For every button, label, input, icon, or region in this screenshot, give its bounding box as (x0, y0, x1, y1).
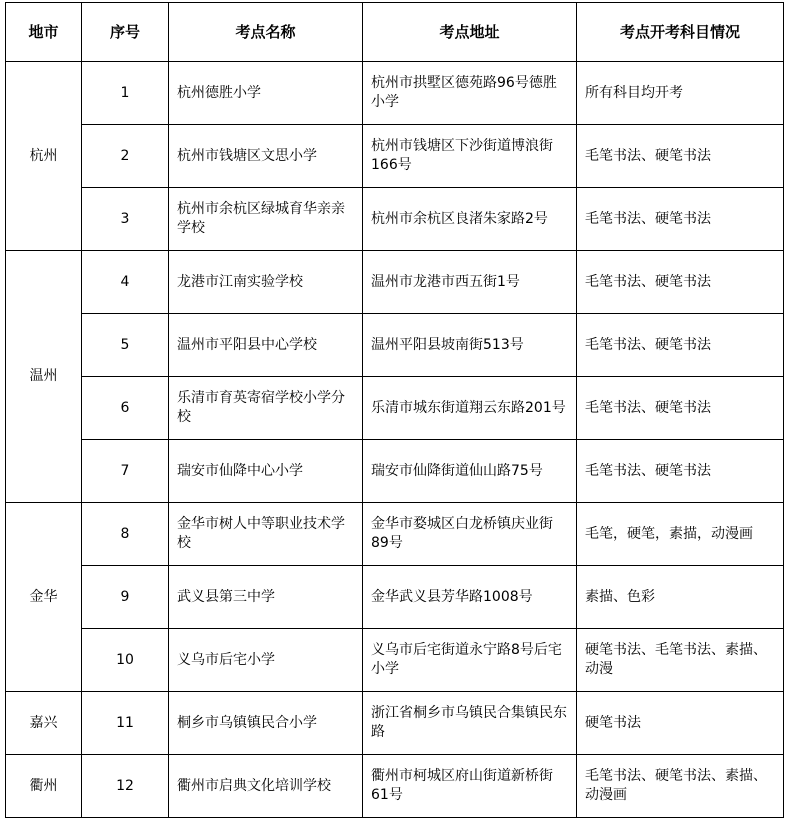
site-address: 温州市龙港市西五街1号 (363, 251, 577, 314)
row-number: 2 (82, 125, 169, 188)
site-subjects: 毛笔，硬笔，素描，动漫画 (577, 503, 784, 566)
header-site-name: 考点名称 (169, 3, 363, 62)
site-subjects: 硬笔书法、毛笔书法、素描、动漫 (577, 629, 784, 692)
site-address: 杭州市拱墅区德苑路96号德胜小学 (363, 62, 577, 125)
site-subjects: 素描、色彩 (577, 566, 784, 629)
site-address: 乐清市城东街道翔云东路201号 (363, 377, 577, 440)
site-subjects: 硬笔书法 (577, 692, 784, 755)
site-name: 杭州市余杭区绿城育华亲亲学校 (169, 188, 363, 251)
site-subjects: 毛笔书法、硬笔书法、素描、动漫画 (577, 755, 784, 818)
header-no: 序号 (82, 3, 169, 62)
site-address: 义乌市后宅街道永宁路8号后宅小学 (363, 629, 577, 692)
site-subjects: 毛笔书法、硬笔书法 (577, 440, 784, 503)
table-row (6, 62, 784, 125)
table-row (6, 440, 784, 503)
table-row (6, 629, 784, 692)
site-address: 杭州市余杭区良渚朱家路2号 (363, 188, 577, 251)
site-name: 义乌市后宅小学 (169, 629, 363, 692)
site-name: 杭州市钱塘区文思小学 (169, 125, 363, 188)
row-number: 6 (82, 377, 169, 440)
table-row (6, 188, 784, 251)
table-row (6, 755, 784, 818)
city-cell: 杭州 (6, 62, 82, 251)
exam-site-table (5, 2, 784, 818)
table-row (6, 503, 784, 566)
site-name: 衢州市启典文化培训学校 (169, 755, 363, 818)
site-subjects: 毛笔书法、硬笔书法 (577, 377, 784, 440)
site-address: 温州平阳县坡南街513号 (363, 314, 577, 377)
site-name: 乐清市育英寄宿学校小学分校 (169, 377, 363, 440)
site-subjects: 毛笔书法、硬笔书法 (577, 188, 784, 251)
city-cell: 温州 (6, 251, 82, 503)
row-number: 4 (82, 251, 169, 314)
row-number: 11 (82, 692, 169, 755)
table-row (6, 125, 784, 188)
table-row (6, 377, 784, 440)
row-number: 9 (82, 566, 169, 629)
site-address: 衢州市柯城区府山街道新桥街61号 (363, 755, 577, 818)
site-subjects: 所有科目均开考 (577, 62, 784, 125)
site-name: 杭州德胜小学 (169, 62, 363, 125)
header-city: 地市 (6, 3, 82, 62)
site-name: 桐乡市乌镇镇民合小学 (169, 692, 363, 755)
site-address: 杭州市钱塘区下沙街道博浪街166号 (363, 125, 577, 188)
row-number: 10 (82, 629, 169, 692)
site-address: 金华武义县芳华路1008号 (363, 566, 577, 629)
site-subjects: 毛笔书法、硬笔书法 (577, 125, 784, 188)
site-address: 金华市婺城区白龙桥镇庆业街89号 (363, 503, 577, 566)
city-cell: 金华 (6, 503, 82, 692)
site-name: 武义县第三中学 (169, 566, 363, 629)
row-number: 12 (82, 755, 169, 818)
site-name: 温州市平阳县中心学校 (169, 314, 363, 377)
site-subjects: 毛笔书法、硬笔书法 (577, 251, 784, 314)
city-cell: 衢州 (6, 755, 82, 818)
table-row (6, 314, 784, 377)
table-row (6, 692, 784, 755)
row-number: 5 (82, 314, 169, 377)
site-name: 瑞安市仙降中心小学 (169, 440, 363, 503)
row-number: 1 (82, 62, 169, 125)
header-site-address: 考点地址 (363, 3, 577, 62)
site-name: 龙港市江南实验学校 (169, 251, 363, 314)
row-number: 8 (82, 503, 169, 566)
table-header-row (6, 3, 784, 62)
header-subjects: 考点开考科目情况 (577, 3, 784, 62)
site-address: 瑞安市仙降街道仙山路75号 (363, 440, 577, 503)
site-address: 浙江省桐乡市乌镇民合集镇民东路 (363, 692, 577, 755)
row-number: 7 (82, 440, 169, 503)
table-row (6, 566, 784, 629)
table-row (6, 251, 784, 314)
city-cell: 嘉兴 (6, 692, 82, 755)
site-subjects: 毛笔书法、硬笔书法 (577, 314, 784, 377)
site-name: 金华市树人中等职业技术学校 (169, 503, 363, 566)
row-number: 3 (82, 188, 169, 251)
